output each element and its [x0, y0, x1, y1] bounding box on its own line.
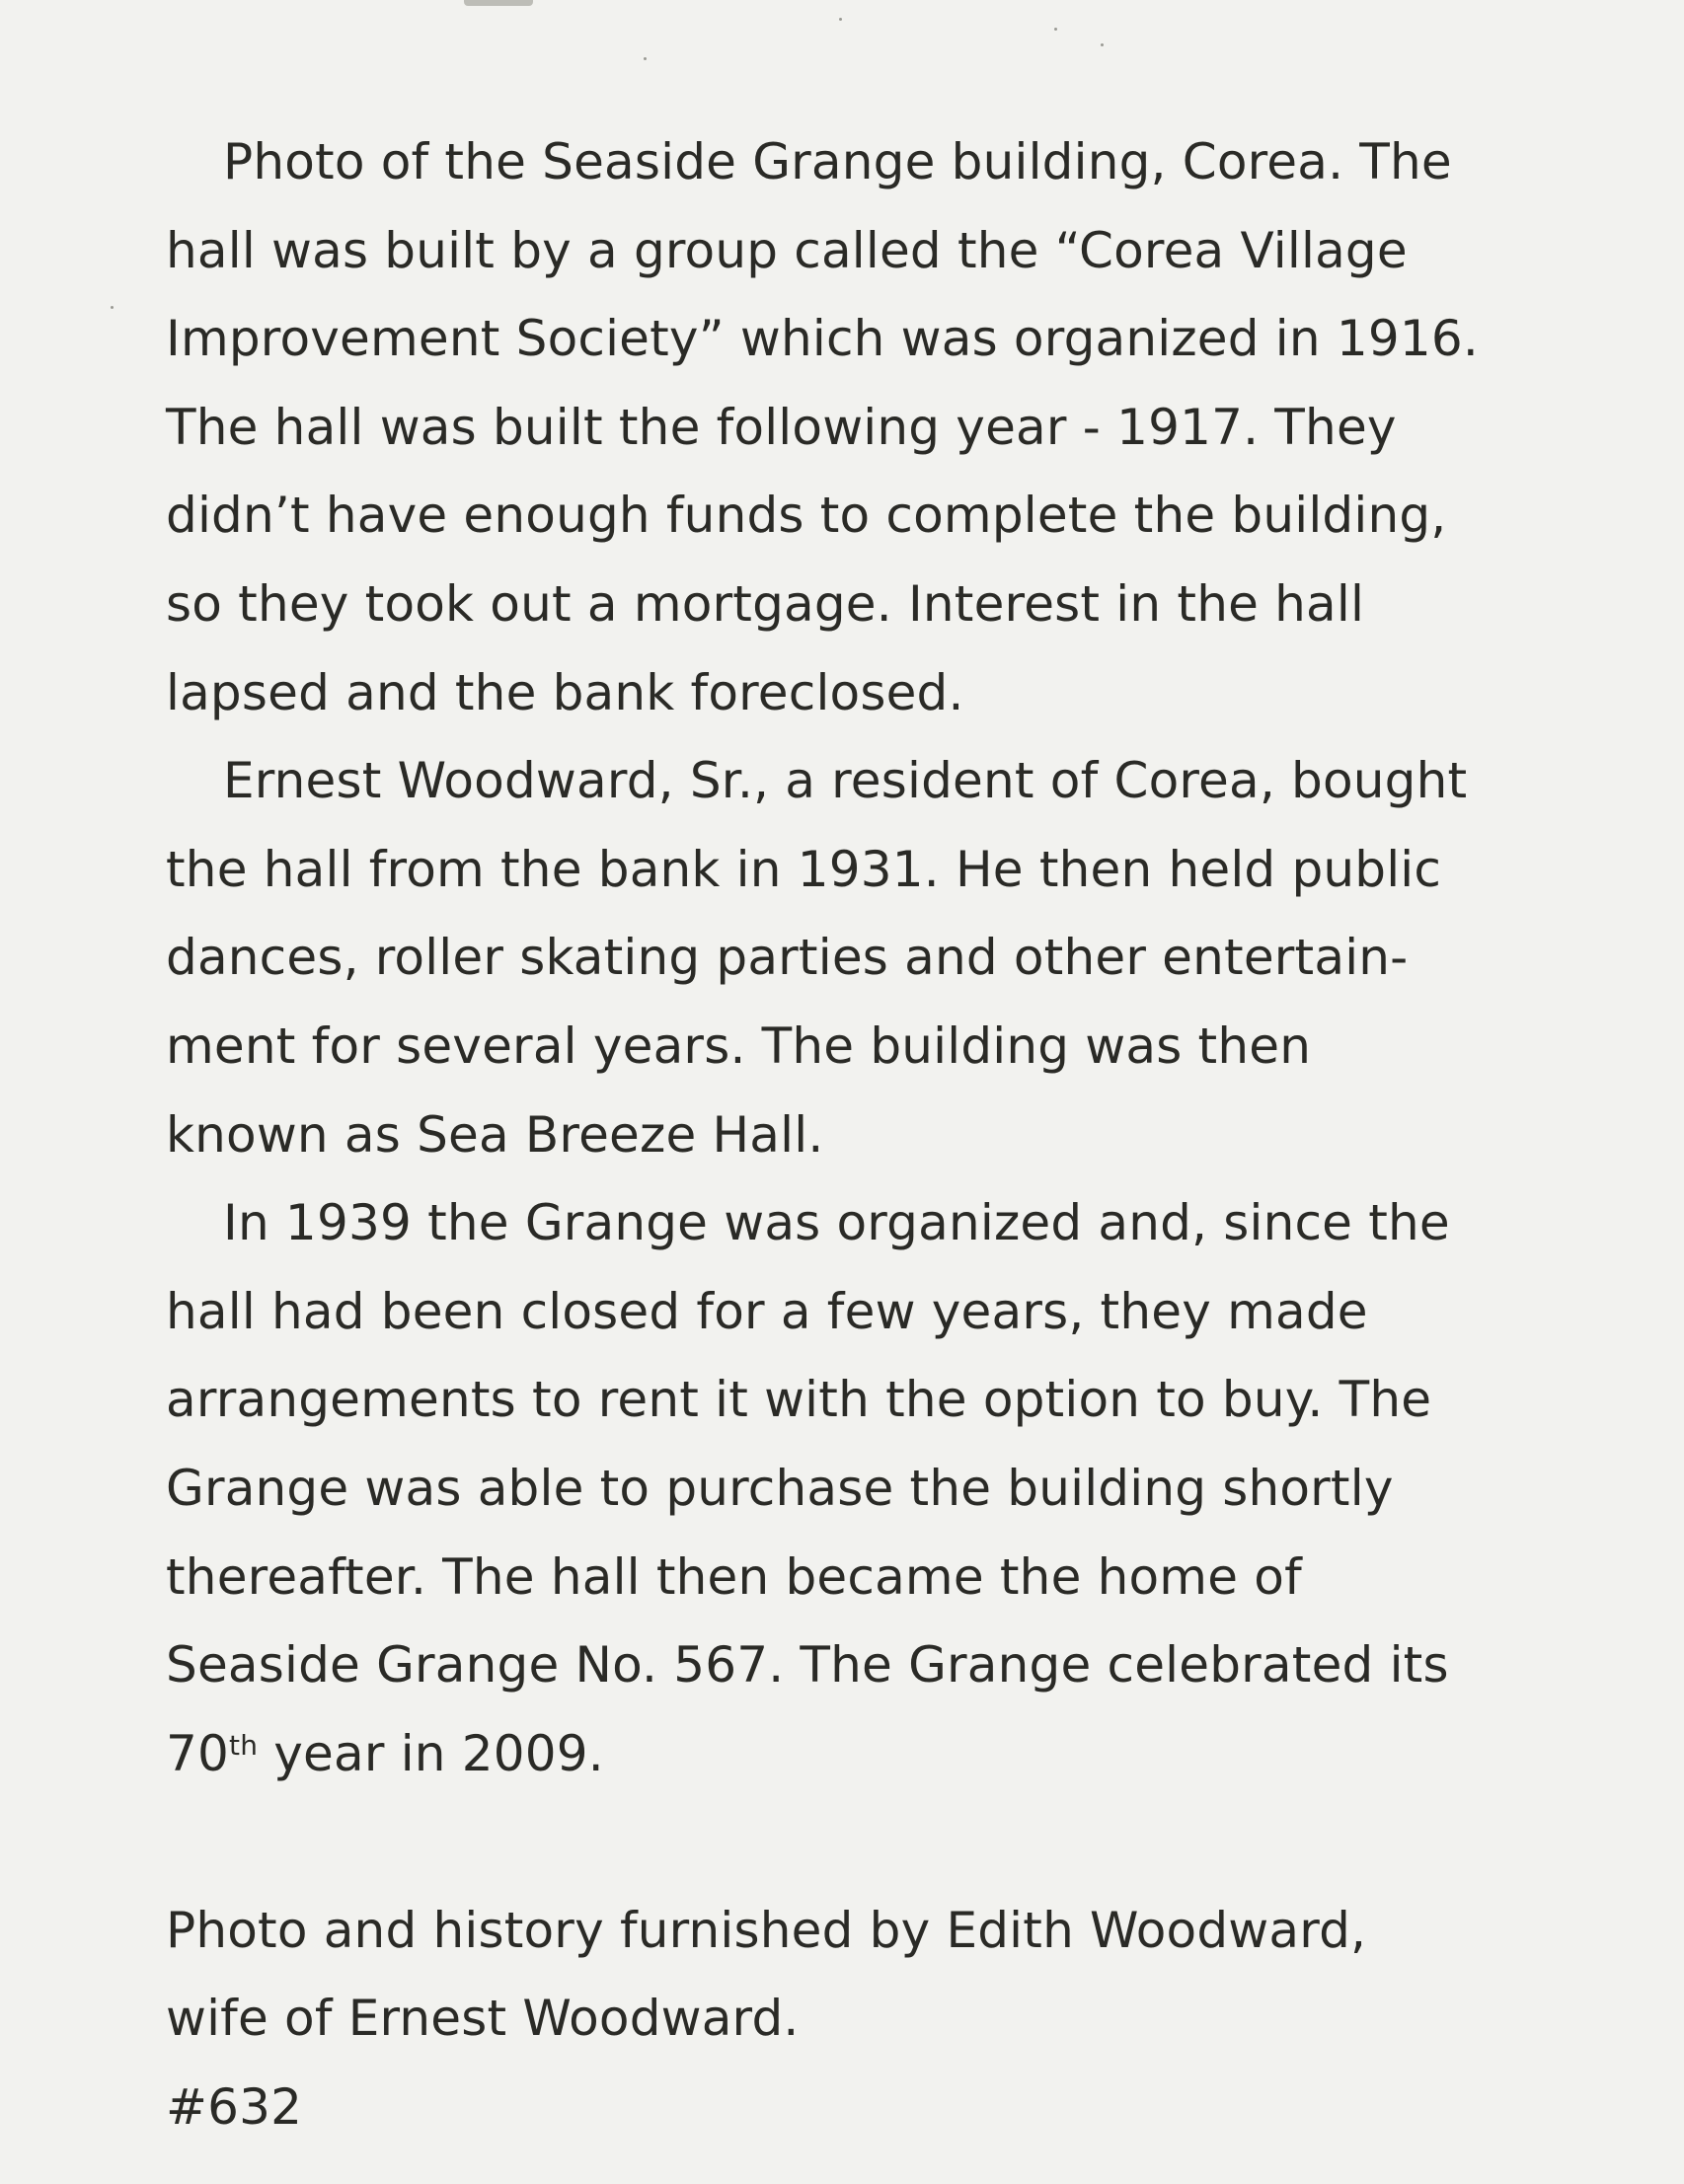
text-line: Photo of the Seaside Grange building, Corea. The	[223, 133, 1452, 190]
text-line: The hall was built the following year - 1917. They	[166, 398, 1397, 456]
text-line: Ernest Woodward, Sr., a resident of Corea, bought	[223, 752, 1468, 810]
text-line: lapsed and the bank foreclosed.	[166, 663, 964, 721]
ordinal-suffix: th	[229, 1728, 259, 1762]
dust-speck	[111, 306, 114, 309]
dust-speck	[644, 57, 647, 60]
text-line: hall was built by a group called the “Corea Village	[166, 221, 1408, 279]
dust-speck	[1101, 43, 1104, 46]
text-line: Seaside Grange No. 567. The Grange celebrated its	[166, 1636, 1449, 1694]
text-line: thereafter. The hall then became the home of	[166, 1547, 1302, 1606]
text-line: Improvement Society” which was organized in 1916.	[166, 310, 1480, 368]
text-line: arrangements to rent it with the option to buy. The	[166, 1371, 1432, 1429]
text-line: so they took out a mortgage. Interest in the hall	[166, 574, 1365, 633]
text-line: didn’t have enough funds to complete the building,	[166, 487, 1447, 545]
history-text	[166, 118, 1646, 2152]
text-line: ment for several years. The building was then	[166, 1017, 1312, 1075]
anniversary-rest: year in 2009.	[258, 1724, 604, 1782]
text-line: hall had been closed for a few years, they made	[166, 1282, 1368, 1340]
credit-line: Photo and history furnished by Edith Woodward,	[166, 1901, 1367, 1959]
text-line: Grange was able to purchase the building shortly	[166, 1459, 1394, 1517]
spacer	[166, 1798, 1646, 1887]
text-line-anniversary	[166, 1710, 1646, 1799]
anniversary-number: 70	[166, 1724, 230, 1782]
catalog-number: #632	[166, 2078, 303, 2137]
dust-speck	[1054, 28, 1057, 31]
text-line: In 1939 the Grange was organized and, since the	[223, 1194, 1450, 1252]
scan-edge-mark	[464, 0, 533, 6]
text-line: known as Sea Breeze Hall.	[166, 1105, 824, 1164]
dust-speck	[839, 18, 842, 21]
credit-line: wife of Ernest Woodward.	[166, 1990, 800, 2048]
text-line: dances, roller skating parties and other entertain-	[166, 929, 1409, 987]
text-line: the hall from the bank in 1931. He then held public	[166, 840, 1442, 898]
